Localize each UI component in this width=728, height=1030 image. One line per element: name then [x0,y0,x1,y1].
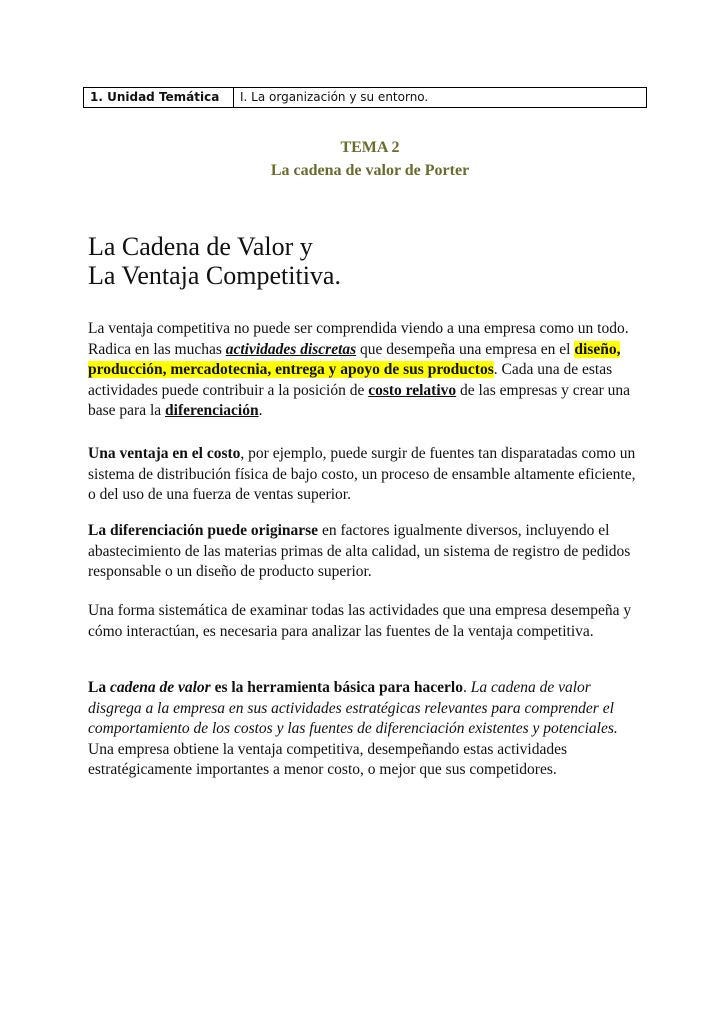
page-title-line-1: La Cadena de Valor y [88,232,313,261]
p1-text-7: de las empresas y crear una base para la [88,381,631,419]
paragraph-value-chain [88,678,636,781]
p2-text: , por ejemplo, puede surgir de fuentes tan disparatadas como un sistema de distribución física de bajo costo, un proceso de ensamble altamente eficiente, o del uso de una fuerza de ventas superior. [88,445,636,503]
paragraph-competitive-advantage [88,319,636,422]
p3-text: en factores igualmente diversos, incluyendo el abastecimiento de las materias primas de alta calidad, un sistema de registro de pedidos responsable o un diseño de producto superior. [88,522,631,580]
p1-text-9: . [258,402,263,419]
p5-italic-definition: La cadena de valor disgrega a la empresa en sus actividades estratégicas relevantes para comprender el comportamiento de los costos y las fuentes de diferenciación existentes y potenciales. [88,679,618,737]
p1-differentiation: diferenciación [165,402,259,419]
p5-value-chain-term: cadena de valor [109,679,211,696]
p5-closing: Una empresa obtiene la ventaja competitiva, desempeñando estas actividades estratégicamente importantes a menor costo, o mejor que sus competidores. [88,740,568,778]
unit-label: 1. Unidad Temática [84,88,234,107]
p1-text-3: que desempeña una empresa en el [356,340,575,358]
page-title-line-2: La Ventaja Competitiva. [88,261,341,290]
p5-lead-1: La [88,679,110,696]
unit-value: I. La organización y su entorno. [240,90,429,104]
p5-lead-3: es la herramienta básica para hacerlo [210,679,463,696]
p5-text-4: . [462,679,471,696]
p2-lead: Una ventaja en el costo [88,445,241,462]
topic-number: TEMA 2 [340,139,400,156]
paragraph-systematic-form [88,601,636,642]
p1-text-5: . Cada una de estas actividades puede contribuir a la posición de [88,361,613,399]
paragraph-cost-advantage [88,444,636,506]
p1-text-1: La ventaja competitiva no puede ser comprendida viendo a una empresa como un todo. Radica en las muchas [88,320,629,358]
paragraph-differentiation [88,521,636,583]
topic-title: La cadena de valor de Porter [270,162,470,179]
unit-table [83,87,647,108]
p1-discrete-activities: actividades discretas [225,340,357,358]
p4-text: Una forma sistemática de examinar todas las actividades que una empresa desempeña y cómo interactúan, es necesaria para analizar las fuentes de la ventaja competitiva. [88,602,632,640]
p1-relative-cost: costo relativo [368,381,457,399]
p1-highlighted-activities: diseño, producción, mercadotecnia, entrega y apoyo de sus productos [88,340,621,378]
page-title [88,232,341,290]
p3-lead: La diferenciación puede originarse [88,522,319,539]
